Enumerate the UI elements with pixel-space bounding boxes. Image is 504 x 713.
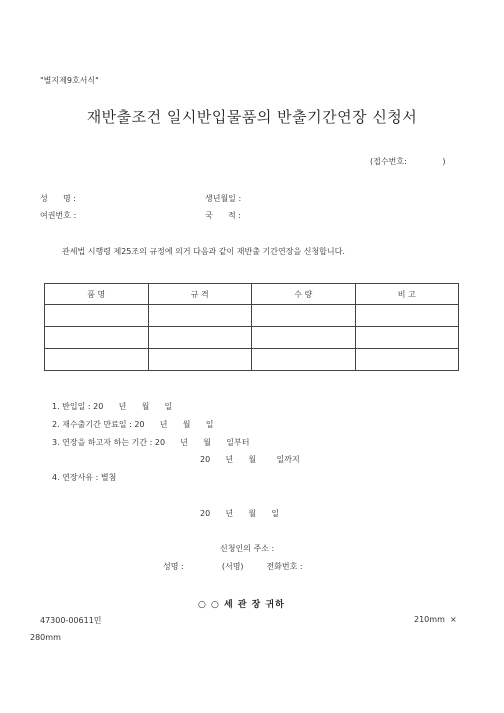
table-cell[interactable] — [355, 305, 459, 327]
passport-label: 여권번호 : — [40, 211, 77, 220]
header-item-name: 품 명 — [45, 284, 149, 305]
table-cell[interactable] — [148, 305, 252, 327]
table-cell[interactable] — [252, 305, 356, 327]
birthdate-label: 생년월일 : — [205, 194, 242, 203]
table-cell[interactable] — [148, 327, 252, 349]
table-cell[interactable] — [355, 327, 459, 349]
table-row — [45, 349, 459, 371]
intro-text: 관세법 시행령 제25조의 규정에 의거 다음과 같이 재반출 기간연장을 신청합니다. — [62, 247, 345, 256]
list-item-extension-end: 20 년 월 일까지 — [200, 455, 300, 464]
table-cell[interactable] — [148, 349, 252, 371]
table-cell[interactable] — [252, 349, 356, 371]
name-label: 성 명 : — [40, 194, 76, 203]
application-date: 20 년 월 일 — [200, 509, 280, 518]
list-item-extension-reason: 4. 연장사유 : 별첨 — [52, 473, 117, 482]
paper-size-continued: 280mm — [30, 633, 61, 642]
table-cell[interactable] — [355, 349, 459, 371]
table-cell[interactable] — [45, 349, 149, 371]
table-row — [45, 327, 459, 349]
items-table — [44, 283, 459, 371]
header-remarks: 비 고 — [355, 284, 459, 305]
list-item-entry-date: 1. 반입일 : 20 년 월 일 — [52, 402, 173, 411]
receipt-number: (접수번호: ) — [370, 157, 446, 166]
list-item-reexport-deadline: 2. 재수출기간 만료일 : 20 년 월 일 — [52, 420, 214, 429]
header-spec: 규 격 — [148, 284, 252, 305]
table-cell[interactable] — [45, 327, 149, 349]
table-row — [45, 305, 459, 327]
list-item-extension-period: 3. 연장을 하고자 하는 기간 : 20 년 월 일부터 — [52, 438, 250, 447]
form-label: "별지제9호서식" — [40, 76, 99, 85]
table-header-row — [45, 284, 459, 305]
applicant-address-label: 신청인의 주소 : — [220, 544, 275, 553]
form-number: 47300-00611민 — [40, 616, 102, 625]
header-quantity: 수 량 — [252, 284, 356, 305]
signature-line: 성명 : (서명) 전화번호 : — [163, 562, 303, 571]
addressee: ○ ○ 세 관 장 귀하 — [198, 600, 285, 610]
nationality-label: 국 적 : — [205, 211, 241, 220]
table-cell[interactable] — [252, 327, 356, 349]
document-title: 재반출조건 일시반입물품의 반출기간연장 신청서 — [86, 108, 418, 126]
paper-size: 210mm × — [414, 615, 457, 624]
table-cell[interactable] — [45, 305, 149, 327]
